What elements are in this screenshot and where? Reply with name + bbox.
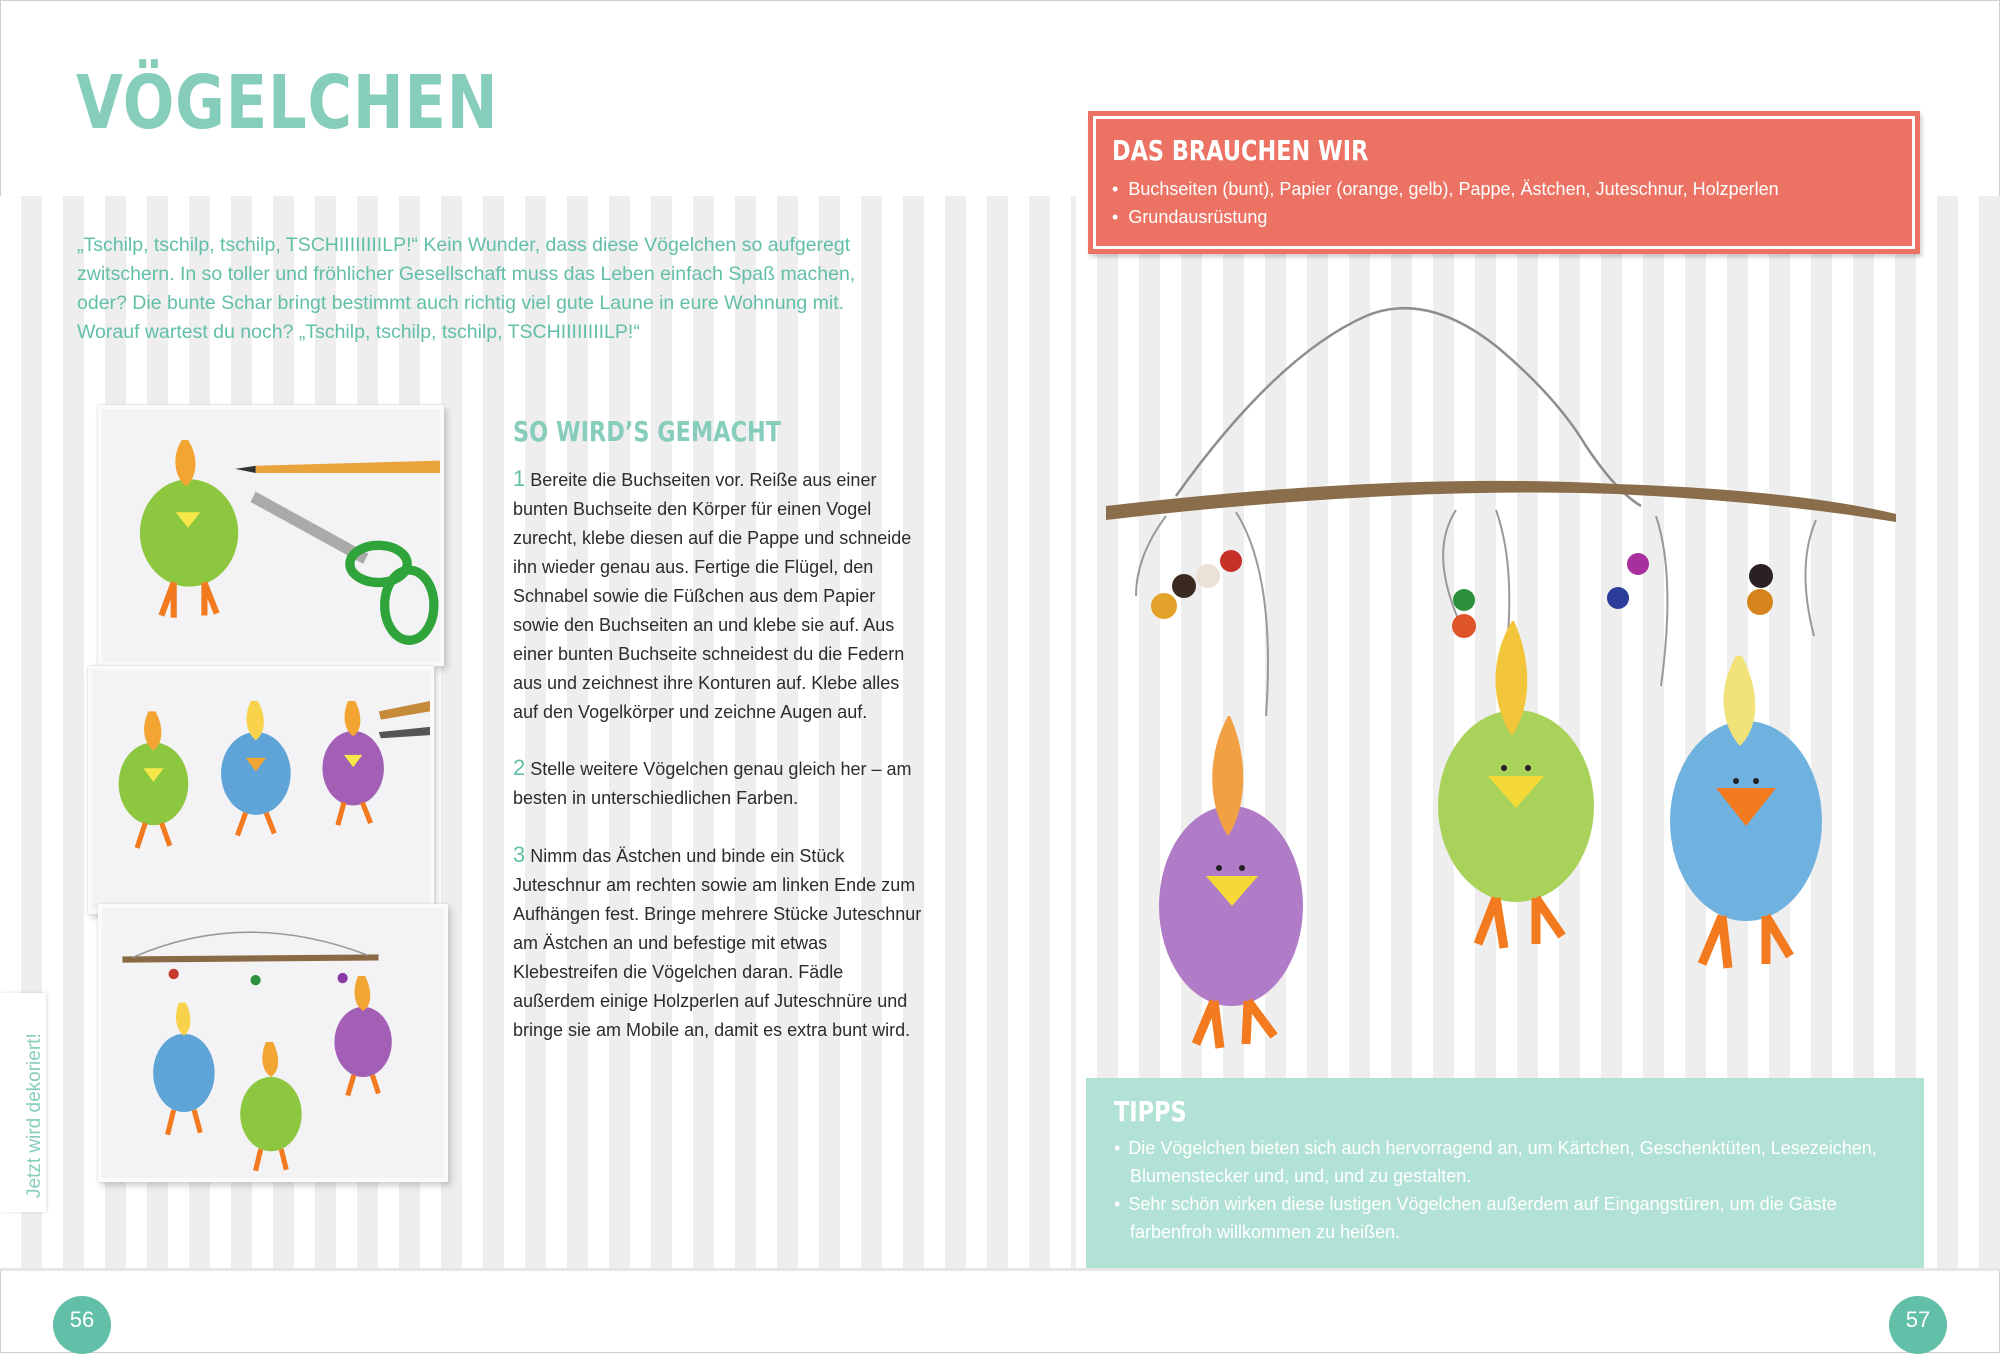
step-3 xyxy=(513,840,923,1045)
branch xyxy=(1106,481,1896,522)
tips-box xyxy=(1086,1078,1924,1268)
step-number: 2 xyxy=(513,755,526,780)
tips-item: • Die Vögelchen bieten sich auch hervorragend an, um Kärtchen, Geschenktüten, Lesezeichen, Blumenstecker und, und, und zu gestalten. xyxy=(1114,1134,1904,1190)
step-text: Stelle weitere Vögelchen genau gleich her – am besten in unterschiedlichen Farben. xyxy=(513,759,912,808)
page-number-right: 57 xyxy=(1889,1296,1947,1354)
chapter-side-tab xyxy=(0,993,46,1212)
step-text: Nimm das Ästchen und binde ein Stück Juteschnur am rechten sowie am linken Ende zum Aufhängen fest. Bringe mehrere Stücke Juteschnur am Ästchen an und befestige mit etwas Klebestreifen die Vögelchen daran. Fädle außerdem einige Holzperlen auf Juteschnüre und bringe sie am Mobile an, damit es extra bunt wird. xyxy=(513,846,922,1040)
page-title: VÖGELCHEN xyxy=(76,60,499,146)
step-text: Bereite die Buchseiten vor. Reiße aus einer bunten Buchseite den Körper für einen Vogel zurecht, klebe diesen auf die Pappe und schneide ihn wieder genau aus. Fertige die Flügel, den Schnabel sowie die Füßchen aus dem Papier sowie den Buchseiten an und klebe sie auf. Aus einer bunten Buchseite schneidest du die Federn aus und zeichnest ihre Konturen auf. Klebe alles auf den Vogelkörper und zeichne Augen auf. xyxy=(513,470,912,722)
step-photo-1 xyxy=(98,405,444,666)
step-number: 1 xyxy=(513,466,526,491)
materials-item: • Grundausrüstung xyxy=(1112,203,1779,231)
tips-list xyxy=(1114,1134,1904,1246)
side-tab-label: Jetzt wird dekoriert! xyxy=(24,1033,45,1198)
bird-mobile-photo xyxy=(1096,276,1916,1076)
instructions-heading: SO WIRD’S GEMACHT xyxy=(513,415,782,448)
tips-item: • Sehr schön wirken diese lustigen Vögelchen außerdem auf Eingangstüren, um die Gäste farbenfroh willkommen zu heißen. xyxy=(1114,1190,1904,1246)
materials-heading: DAS BRAUCHEN WIR xyxy=(1112,134,1369,167)
materials-list xyxy=(1112,175,1779,231)
intro-text: „Tschilp, tschilp, tschilp, TSCHIIIIIIIILP!“ Kein Wunder, dass diese Vögelchen so aufgeregt zwitschern. In so toller und fröhlicher Gesellschaft muss das Leben einfach Spaß machen, oder? Die bunte Schar bringt bestimmt auch richtig viel gute Laune in eure Wohnung mit. Worauf wartest du noch? „Tschilp, tschilp, tschilp, TSCHIIIIIIIILP!“ xyxy=(77,234,856,343)
step-number: 3 xyxy=(513,842,526,867)
step-photo-2 xyxy=(88,666,434,914)
step-2 xyxy=(513,753,923,813)
materials-item: • Buchseiten (bunt), Papier (orange, gelb), Pappe, Ästchen, Juteschnur, Holzperlen xyxy=(1112,175,1779,203)
green-bird-figure xyxy=(1438,621,1594,948)
page-number-left: 56 xyxy=(53,1296,111,1354)
materials-box xyxy=(1088,111,1920,254)
wooden-beads xyxy=(1151,550,1773,638)
step-1 xyxy=(513,464,923,727)
bottom-rule xyxy=(0,1268,2000,1271)
tips-heading: TIPPS xyxy=(1114,1095,1187,1128)
blue-bird-figure xyxy=(1670,656,1822,968)
step-photo-3 xyxy=(98,904,448,1182)
purple-bird-figure xyxy=(1159,716,1303,1048)
hanging-string xyxy=(1176,308,1641,506)
